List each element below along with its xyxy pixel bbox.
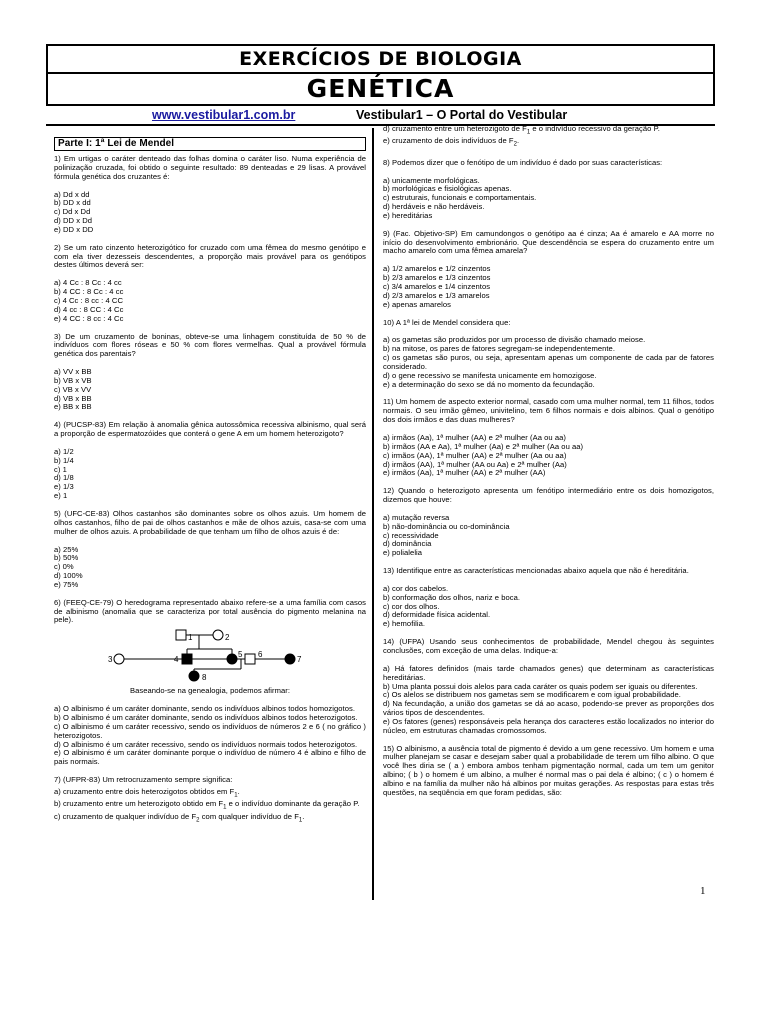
pedigree-label-6: 6 xyxy=(258,650,263,660)
pedigree-female-8 xyxy=(189,671,199,681)
option-text: c) cruzamento de qualquer indivíduo de F xyxy=(54,811,197,821)
option: c) Os alelos se distribuem nos gametas sem se modificarem e com igual probabilidade. xyxy=(383,690,681,700)
option: c) Dd x Dd xyxy=(54,207,91,217)
option: c) O albinismo é um caráter recessivo, sendo os indivíduos de números 2 e 6 ( no gráfico ) heterozigotos. xyxy=(54,721,366,740)
question-7: 7) (UFPR-83) Um retrocruzamento sempre significa: xyxy=(54,775,233,785)
q11-options xyxy=(383,434,714,478)
option: d) 1/8 xyxy=(54,473,74,483)
pedigree-label-2: 2 xyxy=(225,633,230,643)
subject-title: GENÉTICA xyxy=(46,74,715,106)
option: a) Dd x dd xyxy=(54,189,90,199)
option: a) cruzamento entre dois heterozigotos obtidos em $F_1$. xyxy=(54,786,240,799)
question-2: 2) Se um rato cinzento heterozigótico for cruzado com uma fêmea do mesmo genótipo e com ela tiver dezesseis descendentes, a proporção mais provável para os genótipos destes últimos deverá ser: xyxy=(54,242,366,270)
option: a) 4 Cc : 8 Cc : 4 cc xyxy=(54,278,122,288)
option: b) morfológicas e fisiológicas apenas. xyxy=(383,184,512,194)
option: e) 4 CC : 8 cc : 4 Cc xyxy=(54,313,124,323)
option: e) 1 xyxy=(54,491,68,501)
option: c) 1 xyxy=(54,464,67,474)
pedigree-male-6 xyxy=(245,654,255,664)
content-columns xyxy=(54,124,714,900)
q4-options xyxy=(54,448,366,501)
subscript: 2 xyxy=(196,817,200,824)
q8-options xyxy=(383,177,714,221)
question-11: 11) Um homem de aspecto exterior normal, casado com uma mulher normal, tem 11 filhos, todos normais. O seu irmão gêmeo, univitelino, tem 6 filhos normais e dois albinos. Qual o genótipo dos dois irmãos e das duas mulheres? xyxy=(383,397,714,425)
option: e) a determinação do sexo se dá no momento da fecundação. xyxy=(383,379,595,389)
subscript: 1 xyxy=(234,792,238,799)
option: b) 50% xyxy=(54,553,79,563)
option-text: d) cruzamento entre um heterozigoto de F xyxy=(383,124,527,133)
option-text: a) cruzamento entre dois heterozigotos obtidos em F xyxy=(54,786,235,796)
pedigree-female-7 xyxy=(285,654,295,664)
option: e) DD x DD xyxy=(54,224,94,234)
option: c) VB x VV xyxy=(54,384,92,394)
q14-options xyxy=(383,665,714,736)
question-1: 1) Em urtigas o caráter denteado das folhas domina o caráter liso. Numa experiência de polinização cruzada, foi obtido o seguinte resultado: 89 denteadas e 29 lisas. A provável fórmula genética dos cruzantes é: xyxy=(54,154,366,181)
option: e) hereditárias xyxy=(383,210,433,220)
option: e) irmãos (Aa), 1ª mulher (AA) e 2ª mulher (AA) xyxy=(383,468,546,478)
option: b) VB x VB xyxy=(54,375,92,385)
option: a) mutação reversa xyxy=(383,512,450,522)
portal-name: Vestibular1 – O Portal do Vestibular xyxy=(356,108,568,122)
pedigree-label-7: 7 xyxy=(297,655,302,665)
pedigree-chart xyxy=(54,627,366,683)
subheader xyxy=(46,106,715,126)
q3-options xyxy=(54,368,366,412)
option: e) O albinismo é um caráter dominante porque o indivíduo de número 4 é albino e filho de pais normais. xyxy=(54,748,366,767)
site-link[interactable]: www.vestibular1.com.br xyxy=(152,108,296,122)
option-text: e) cruzamento de dois indivíduos de F xyxy=(383,136,514,146)
option-text: e o indivíduo dominante da geração P. xyxy=(226,799,360,809)
option: c) 0% xyxy=(54,562,74,572)
q1-options xyxy=(54,191,366,235)
q2-options xyxy=(54,279,366,323)
option: d) DD x Dd xyxy=(54,216,93,226)
option: d) 4 cc : 8 CC : 4 Cc xyxy=(54,304,124,314)
left-column xyxy=(54,128,366,825)
option: d) irmãos (AA), 1ª mulher (AA ou Aa) e 2ª mulher (Aa) xyxy=(383,459,567,469)
option: b) na mitose, os pares de fatores segregam-se independentemente. xyxy=(383,344,615,354)
option: b) 1/4 xyxy=(54,455,74,465)
option: b) 4 CC : 8 Cc : 4 cc xyxy=(54,287,124,297)
option: e) polialelia xyxy=(383,548,423,558)
question-12: 12) Quando o heterozigoto apresenta um fenótipo intermediário entre os dois homozigotos, dizemos que houve: xyxy=(383,486,714,505)
option: a) 25% xyxy=(54,544,79,554)
option: d) dominância xyxy=(383,539,432,549)
option: a) O albinismo é um caráter dominante, sendo os indivíduos albinos todos homozigotos. xyxy=(54,704,355,714)
option: d) Na fecundação, a união dos gametas se dá ao acaso, podendo-se prever as proporções dos vários tipos de descendentes. xyxy=(383,699,714,718)
option: b) conformação dos olhos, nariz e boca. xyxy=(383,592,521,602)
option: d) VB x BB xyxy=(54,393,92,403)
pedigree-caption: Baseando-se na genealogia, podemos afirmar: xyxy=(129,686,291,696)
option: a) unicamente morfológicas. xyxy=(383,175,480,185)
option-text: com qualquer indivíduo de F xyxy=(199,811,299,821)
question-14: 14) (UFPA) Usando seus conhecimentos de probabilidade, Mendel chegou às seguintes conclusões, com exceção de uma delas. Indique-a: xyxy=(383,637,714,655)
q6-options xyxy=(54,705,366,767)
question-5: 5) (UFC-CE-83) Olhos castanhos são dominantes sobre os olhos azuis. Um homem de olhos castanhos, filho de pai de olhos castanhos e mãe de olhos azuis, casa-se com uma mulher de olhos azuis. A probabilidade de que tenham um filho de olhos azuis é de: xyxy=(54,509,366,536)
question-6: 6) (FEEQ-CE-79) O heredograma representado abaixo refere-se a uma família com casos de albinismo (anomalia que se caracteriza por total ausência do pigmento melanina na pele). xyxy=(54,597,366,625)
header xyxy=(46,44,715,126)
option: e) cruzamento de dois indivíduos de $F_2$. xyxy=(383,136,520,148)
pedigree-label-8: 8 xyxy=(202,673,207,683)
pedigree-label-1: 1 xyxy=(188,633,193,643)
part-title: Parte I: 1ª Lei de Mendel xyxy=(54,137,366,151)
question-10: 10) A 1ª lei de Mendel considera que: xyxy=(383,317,511,327)
option: b) DD x dd xyxy=(54,198,91,208)
column-divider xyxy=(372,128,374,900)
subscript: 1 xyxy=(298,817,303,824)
question-15: 15) O albinismo, a ausência total de pigmento é devido a um gene recessivo. Um homem e uma mulher planejam se casar e desejam saber qual a probabilidade de terem um filho albino. O que você lhes diria se ( a ) embora ambos tenham pigmentação normal, cada um tem um genitor albino; ( b ) o homem é um albino, a mulher é normal mas o pai dela é albino; ( c ) o homem é albino e na família da mulher não há albinos por muitas gerações. As respostas para estas três questões, na seqüência em que foram pedidas, são: xyxy=(383,743,714,797)
option: c) cruzamento de qualquer indivíduo de $F_2$ com qualquer indivíduo de $F_1$. xyxy=(54,811,305,824)
pedigree-label-5: 5 xyxy=(238,650,243,660)
subscript: 1 xyxy=(526,129,531,136)
q7-options-cont xyxy=(383,125,714,150)
option: c) estruturais, funcionais e comportamentais. xyxy=(383,193,537,203)
question-3: 3) De um cruzamento de boninas, obteve-se uma linhagem constituída de 50 % de indivíduos com flores róseas e 50 % com flores vermelhas. Qual a provável fórmula genética dos parentais? xyxy=(54,331,366,359)
subscript: 1 xyxy=(223,804,227,811)
option: a) VV x BB xyxy=(54,367,92,377)
option: a) irmãos (Aa), 1ª mulher (AA) e 2ª mulher (Aa ou aa) xyxy=(383,432,566,442)
pedigree-svg xyxy=(54,627,366,683)
subscript: 2 xyxy=(513,141,517,148)
option: a) cor dos cabelos. xyxy=(383,583,449,593)
option: d) 100% xyxy=(54,571,83,581)
right-column xyxy=(383,125,714,807)
document-title: EXERCÍCIOS DE BIOLOGIA xyxy=(46,44,715,74)
option: e) 75% xyxy=(54,579,79,589)
page-number: 1 xyxy=(700,885,706,897)
pedigree-label-4: 4 xyxy=(174,655,179,665)
pedigree-female-3 xyxy=(114,654,124,664)
option: c) irmãos (AA), 1ª mulher (AA) e 2ª mulher (Aa ou aa) xyxy=(383,450,567,460)
option: a) Há fatores definidos (mais tarde chamados genes) que determinam as características hereditárias. xyxy=(383,663,714,682)
option: e) BB x BB xyxy=(54,402,92,412)
option: b) 2/3 amarelos e 1/3 cinzentos xyxy=(383,273,491,283)
option: c) cor dos olhos. xyxy=(383,601,440,611)
option: e) hemofilia. xyxy=(383,619,426,629)
q12-options xyxy=(383,514,714,558)
option: c) 3/4 amarelos e 1/4 cinzentos xyxy=(383,282,491,291)
question-13: 13) Identifique entre as características mencionadas abaixo aquela que não é hereditária. xyxy=(383,566,689,576)
option: a) os gametas são produzidos por um processo de divisão chamado meiose. xyxy=(383,335,646,345)
option: c) 4 Cc : 8 cc : 4 CC xyxy=(54,295,123,305)
pedigree-label-3: 3 xyxy=(108,655,113,665)
option: d) o gene recessivo se manifesta unicamente em homozigose. xyxy=(383,370,597,380)
question-8: 8) Podemos dizer que o fenótipo de um indivíduo é dado por suas características: xyxy=(383,157,663,167)
option-text: e o indivíduo recessivo da geração P. xyxy=(530,124,660,133)
option: b) Uma planta possui dois alelos para cada caráter os quais podem ser iguais ou diferentes. xyxy=(383,681,698,691)
pedigree-male-1 xyxy=(176,630,186,640)
option: a) 1/2 xyxy=(54,446,74,456)
option: e) apenas amarelos xyxy=(383,299,452,309)
pedigree-female-5 xyxy=(227,654,237,664)
option: c) os gametas são puros, ou seja, apresentam apenas um componente de cada par de fatores considerado. xyxy=(383,353,714,371)
question-4: 4) (PUCSP-83) Em relação à anomalia gênica autossômica recessiva albinismo, qual será a proporção de espermatozóides que conterá o gene A em um homem heterozigoto? xyxy=(54,420,366,439)
option: b) O albinismo é um caráter dominante, sendo os indivíduos albinos todos heterozigotos. xyxy=(54,712,358,722)
option: b) irmãos (AA e Aa), 1ª mulher (Aa) e 2ª mulher (Aa ou aa) xyxy=(383,441,584,451)
option: d) deformidade física acidental. xyxy=(383,610,491,620)
q5-options xyxy=(54,546,366,590)
pedigree-female-2 xyxy=(213,630,223,640)
option: d) O albinismo é um caráter recessivo, sendo os indivíduos normais todos heterozigotos. xyxy=(54,739,358,749)
option: d) herdáveis e não herdáveis. xyxy=(383,202,485,212)
question-9: 9) (Fac. Objetivo-SP) Em camundongos o genótipo aa é cinza; Aa é amarelo e AA morre no início do desenvolvimento embrionário. Que descendência se espera do cruzamento entre um macho amarelo com uma fêmea amarela? xyxy=(383,228,714,256)
option: c) recessividade xyxy=(383,530,439,540)
option: d) 2/3 amarelos e 1/3 amarelos xyxy=(383,290,490,300)
option: a) 1/2 amarelos e 1/2 cinzentos xyxy=(383,264,491,274)
option: e) Os fatores (genes) responsáveis pela herança dos caracteres estão localizados no interior do núcleo, em estruturas chamadas cromossomos. xyxy=(383,716,714,735)
option: e) 1/3 xyxy=(54,482,74,492)
pedigree-male-4 xyxy=(182,654,192,664)
option: b) não-dominância ou co-dominância xyxy=(383,521,510,531)
q13-options xyxy=(383,585,714,629)
q10-options xyxy=(383,336,714,389)
option-text: b) cruzamento entre um heterozigoto obtido em F xyxy=(54,799,224,809)
q9-options xyxy=(383,265,714,309)
